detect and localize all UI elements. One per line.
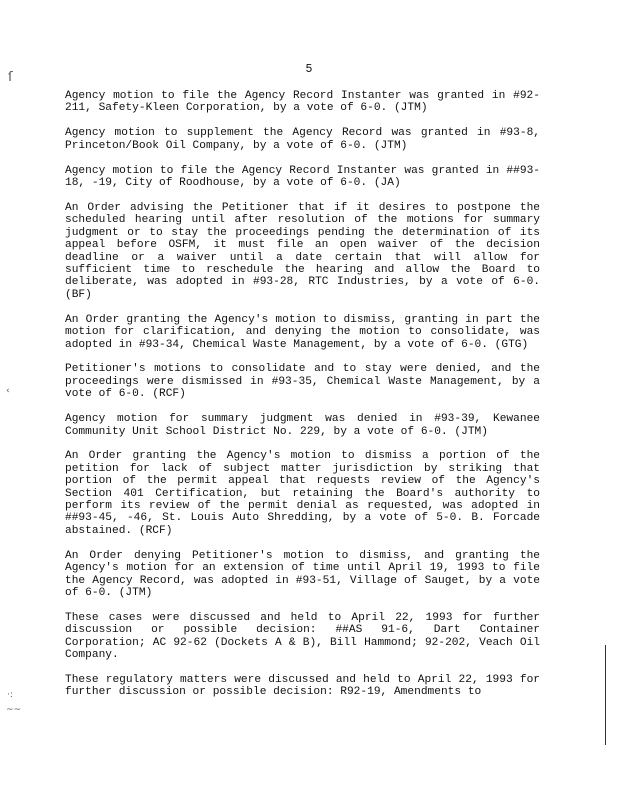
paragraph-5: An Order granting the Agency's motion to dismiss, granting in part the motion for clarification, and denying the motion to consolidate, was adopted in #93-34, Chemical Waste Management, by a vote of 6-0. (GTG) <box>65 313 540 351</box>
page-number: 5 <box>305 63 313 76</box>
body-text <box>65 90 540 711</box>
paragraph-8: An Order granting the Agency's motion to dismiss a portion of the petition for lack of subject matter jurisdiction by striking that portion of the permit appeal that requests review of the Agency's Section 401 Certification, but retaining the Board's authority to perform its review of the permit denial as requested, was adopted in ##93-45, -46, St. Louis Auto Shredding, by a vote of 5-0. B. Forcade abstained. (RCF) <box>65 450 540 537</box>
paragraph-7: Agency motion for summary judgment was denied in #93-39, Kewanee Community Unit School District No. 229, by a vote of 6-0. (JTM) <box>65 413 540 438</box>
margin-mark-bottom: ·: <box>7 690 13 700</box>
margin-mark-middle: ‹ <box>6 386 10 396</box>
paragraph-3: Agency motion to file the Agency Record Instanter was granted in ##93-18, -19, City of Roodhouse, by a vote of 6-0. (JA) <box>65 164 540 190</box>
paragraph-4: An Order advising the Petitioner that if it desires to postpone the scheduled hearing until after resolution of the motions for summary judgment or to stay the proceedings pending the determination of its appeal before OSFM, it must file an open waiver of the decision deadline or a waiver until a date certain that will allow for sufficient time to reschedule the hearing and allow the Board to deliberate, was adopted in #93-28, RTC Industries, by a vote of 6-0. (BF) <box>65 201 540 301</box>
paragraph-2: Agency motion to supplement the Agency Record was granted in #93-8, Princeton/Book Oil Company, by a vote of 6-0. (JTM) <box>65 127 540 152</box>
paragraph-11: These regulatory matters were discussed and held to April 22, 1993 for further discussion or possible decision: R92-19, Amendments to <box>65 674 540 699</box>
paragraph-1: Agency motion to file the Agency Record Instanter was granted in #92-211, Safety-Kleen Corporation, by a vote of 6-0. (JTM) <box>65 90 540 115</box>
paragraph-10: These cases were discussed and held to April 22, 1993 for further discussion or possible decision: ##AS 91-6, Dart Container Corporation; AC 92-62 (Dockets A & B), Bill Hammond; 92-202, Veach Oil Company. <box>65 611 540 662</box>
right-margin-rule <box>605 645 606 745</box>
margin-mark-bottom-2: ~~ <box>6 705 22 715</box>
margin-mark-top: ſ <box>8 70 13 85</box>
paragraph-9: An Order denying Petitioner's motion to dismiss, and granting the Agency's motion for an extension of time until April 19, 1993 to file the Agency Record, was adopted in #93-51, Village of Sauget, by a vote of 6-0. (JTM) <box>65 549 540 599</box>
paragraph-6: Petitioner's motions to consolidate and to stay were denied, and the proceedings were dismissed in #93-35, Chemical Waste Management, by a vote of 6-0. (RCF) <box>65 363 540 401</box>
